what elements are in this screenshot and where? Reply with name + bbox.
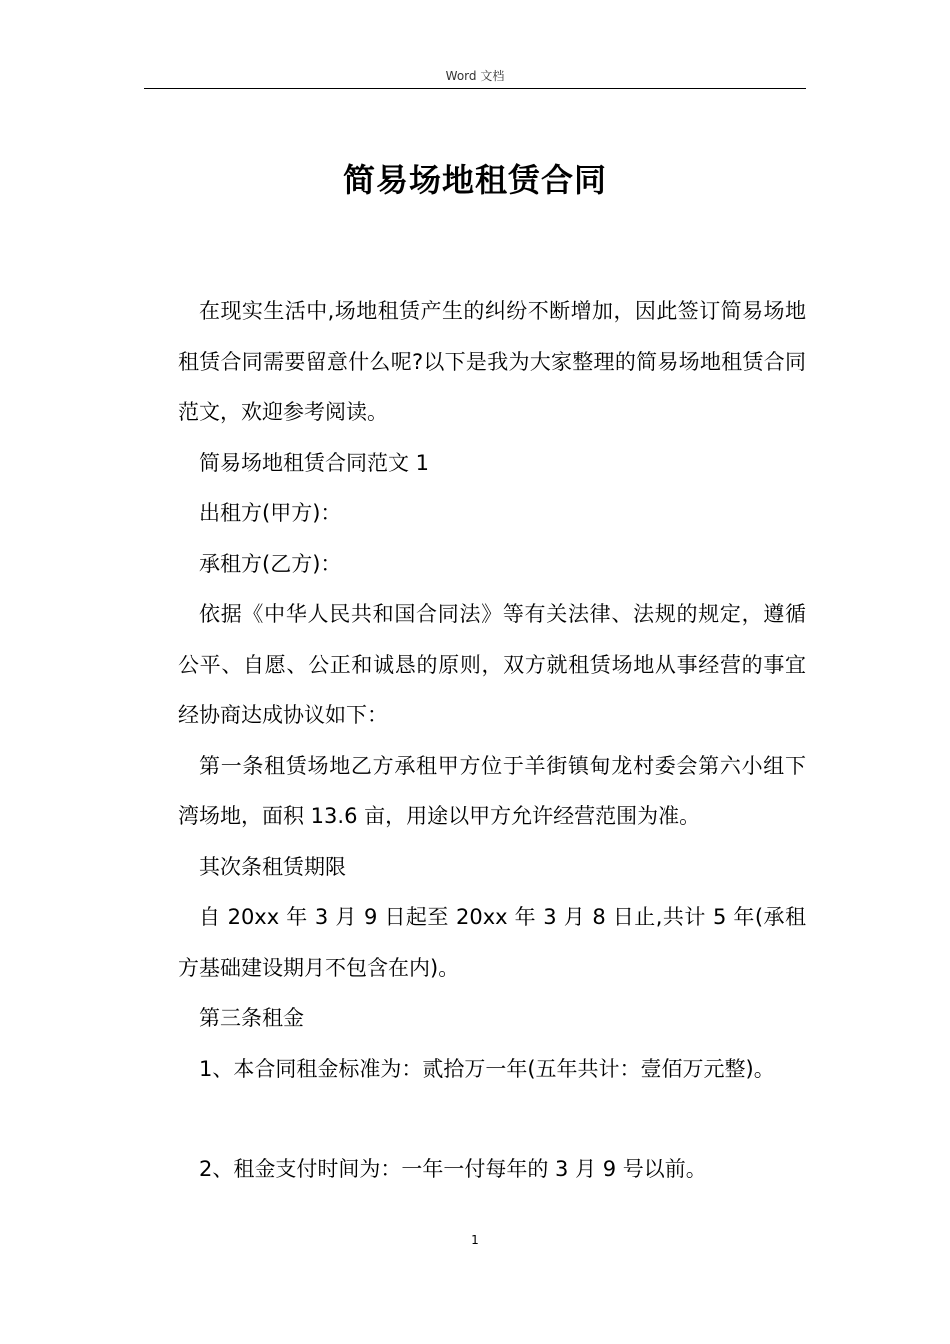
paragraph-lessee: 承租方(乙方)： — [199, 551, 342, 576]
paragraph-intro: 在现实生活中,场地租赁产生的纠纷不断增加，因此签订简易场地租赁合同需要留意什么呢?以下是我为大家整理的简易场地租赁合同范文，欢迎参考阅读。 — [178, 299, 806, 424]
paragraph-rent-payment: 2、租金支付时间为：一年一付每年的 3 月 9 号以前。 — [199, 1157, 707, 1181]
paragraph-lessor: 出租方(甲方)： — [199, 501, 342, 525]
document-title: 简易场地租赁合同 — [342, 161, 607, 199]
page-number: 1 — [471, 1233, 479, 1247]
paragraph-lease-term: 自 20xx 年 3 月 9 日起至 20xx 年 3 月 8 日止,共计 5 年(承租方基础建设期月不包含在内)。 — [178, 905, 806, 980]
paragraph-article-2-heading: 其次条租赁期限 — [199, 854, 346, 879]
page-header — [144, 66, 806, 89]
header-text: Word 文档 — [445, 69, 505, 83]
document-body — [178, 286, 806, 1195]
paragraph-basis: 依据《中华人民共和国合同法》等有关法律、法规的规定，遵循公平、自愿、公正和诚恳的原则，双方就租赁场地从事经营的事宜经协商达成协议如下： — [178, 602, 806, 727]
paragraph-sample-heading: 简易场地租赁合同范文 1 — [199, 450, 430, 475]
paragraph-article-3-heading: 第三条租金 — [199, 1006, 304, 1030]
paragraph-rent-standard: 1、本合同租金标准为：贰拾万一年(五年共计：壹佰万元整)。 — [199, 1056, 775, 1081]
paragraph-article-1: 第一条租赁场地乙方承租甲方位于羊街镇甸龙村委会第六小组下湾场地，面积 13.6 亩，用途以甲方允许经营范围为准。 — [178, 753, 806, 828]
